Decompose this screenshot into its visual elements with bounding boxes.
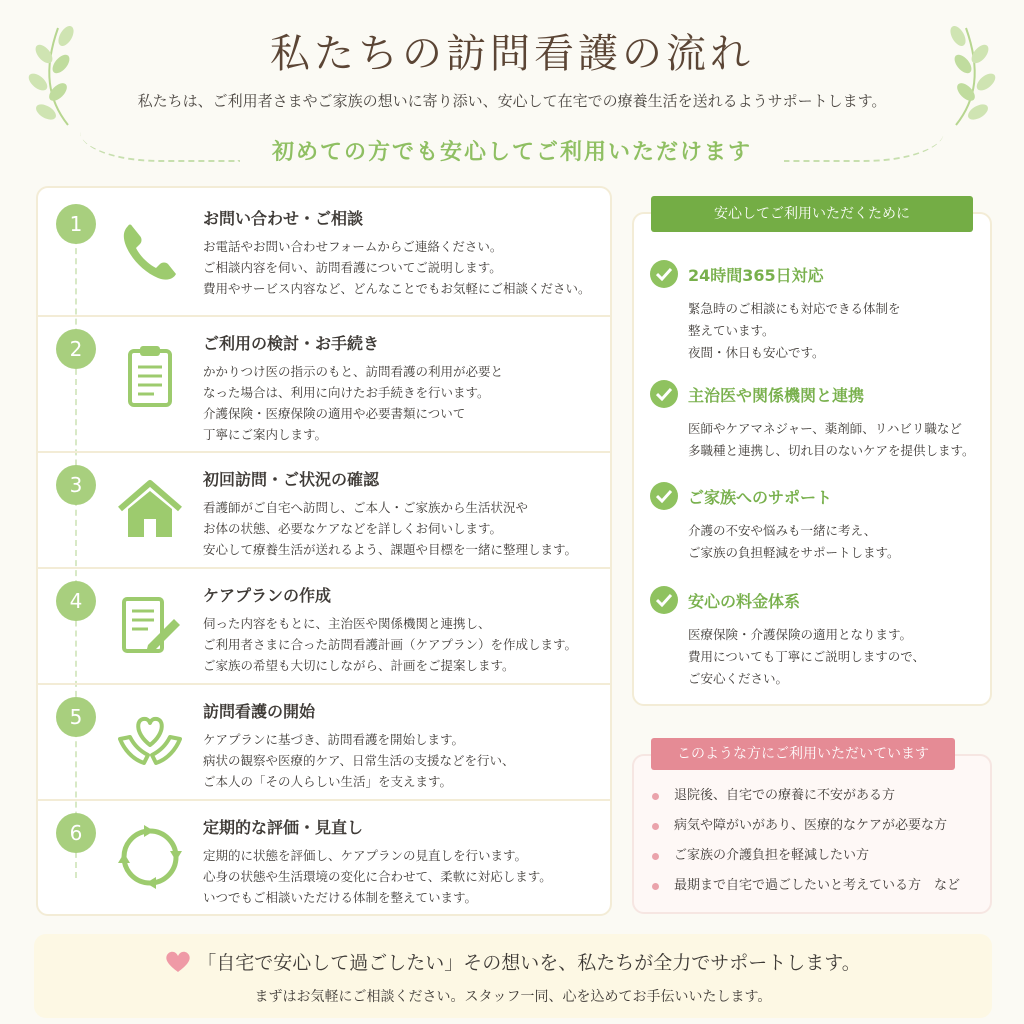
step-title: 定期的な評価・見直し xyxy=(203,818,364,837)
phone-icon xyxy=(114,216,186,288)
step-description: かかりつけ医の指示のもと、訪問看護の利用が必要と なった場合は、利用に向けたお手続きを行います。 介護保険・医療保険の適用や必要書類について 丁寧にご案内します。 xyxy=(203,364,504,442)
list-item: 退院後、自宅での療養に不安がある方 xyxy=(650,786,990,816)
step-number: 2 xyxy=(56,329,96,369)
step-6 xyxy=(38,799,610,914)
feature-title: 24時間365日対応 xyxy=(688,266,824,285)
step-5 xyxy=(38,683,610,799)
feature-title: 安心の料金体系 xyxy=(688,592,801,611)
step-description: ケアプランに基づき、訪問看護を開始します。 病状の観察や医療的ケア、日常生活の支援などを行い、 ご本人の「その人らしい生活」を支えます。 xyxy=(203,732,515,789)
step-title: 初回訪問・ご状況の確認 xyxy=(203,470,380,489)
step-3 xyxy=(38,451,610,567)
footer-banner xyxy=(34,934,992,1018)
clipboard-icon xyxy=(114,341,186,413)
feature-description: 医師やケアマネジャー、薬剤師、リハビリ職など 多職種と連携し、切れ目のないケアを提供します。 xyxy=(688,421,975,458)
footer-subtext: まずはお気軽にご相談ください。スタッフ一同、心を込めてお手伝いいたします。 xyxy=(254,989,772,1005)
step-number: 1 xyxy=(56,204,96,244)
feature-description: 介護の不安や悩みも一緒に考え、 ご家族の負担軽減をサポートします。 xyxy=(688,523,900,560)
feature-title: ご家族へのサポート xyxy=(688,488,833,507)
step-title: お問い合わせ・ご相談 xyxy=(203,209,364,228)
step-description: 定期的に状態を評価し、ケアプランの見直しを行います。 心身の状態や生活環境の変化に合わせて、柔軟に対応します。 いつでもご相談いただける体制を整えています。 xyxy=(203,848,552,905)
feature-description: 緊急時のご相談にも対応できる体制を 整えています。 夜間・休日も安心です。 xyxy=(688,301,901,360)
list-item: ご家族の介護負担を軽減したい方 xyxy=(650,846,990,876)
footer-message: 「自宅で安心して過ごしたい」その想いを、私たちが全力でサポートします。 xyxy=(34,948,992,975)
feature-description: 医療保険・介護保険の適用となります。 費用についても丁寧にご説明しますので、 ご安心ください。 xyxy=(688,627,926,686)
check-icon xyxy=(650,260,678,288)
page-title: 私たちの訪問看護の流れ xyxy=(270,31,754,77)
step-1 xyxy=(38,188,610,315)
feature-title: 主治医や関係機関と連携 xyxy=(688,386,865,405)
check-icon xyxy=(650,380,678,408)
step-description: 看護師がご自宅へ訪問し、ご本人・ご家族から生活状況や お体の状態、必要なケアなどを詳しくお伺いします。 安心して療養生活が送れるよう、課題や目標を一緒に整理します。 xyxy=(203,500,578,557)
step-number: 6 xyxy=(56,813,96,853)
cycle-arrows-icon xyxy=(114,821,186,893)
step-number: 5 xyxy=(56,697,96,737)
list-item: 最期まで自宅で過ごしたいと考えている方 など xyxy=(650,876,990,906)
step-number: 3 xyxy=(56,465,96,505)
step-title: ご利用の検討・お手続き xyxy=(203,334,380,353)
step-description: 伺った内容をもとに、主治医や関係機関と連携し、 ご利用者さまに合った訪問看護計画（ケアプラン）を作成します。 ご家族の希望も大切にしながら、計画をご提案します。 xyxy=(203,616,578,673)
intro-text: 私たちは、ご利用者さまやご家族の想いに寄り添い、安心して在宅での療養生活を送れるようサポートします。 xyxy=(137,92,887,110)
subtitle: 初めての方でも安心してご利用いただけます xyxy=(271,140,752,165)
house-icon xyxy=(114,473,186,545)
heart-hands-icon xyxy=(114,705,186,777)
list-item: 病気や障がいがあり、医療的なケアが必要な方 xyxy=(650,816,990,846)
check-icon xyxy=(650,586,678,614)
document-pen-icon xyxy=(114,591,186,663)
heart-icon xyxy=(165,951,191,973)
target-users-list xyxy=(650,786,990,906)
step-description: お電話やお問い合わせフォームからご連絡ください。 ご相談内容を伺い、訪問看護についてご説明します。 費用やサービス内容など、どんなことでもお気軽にご相談ください。 xyxy=(203,239,591,296)
check-icon xyxy=(650,482,678,510)
step-4 xyxy=(38,567,610,683)
step-title: 訪問看護の開始 xyxy=(203,702,316,721)
target-users-label: このような方にご利用いただいています xyxy=(651,738,955,770)
step-2 xyxy=(38,315,610,451)
reassurance-label: 安心してご利用いただくために xyxy=(651,196,973,232)
steps-panel xyxy=(36,186,612,916)
step-number: 4 xyxy=(56,581,96,621)
step-title: ケアプランの作成 xyxy=(203,586,332,605)
